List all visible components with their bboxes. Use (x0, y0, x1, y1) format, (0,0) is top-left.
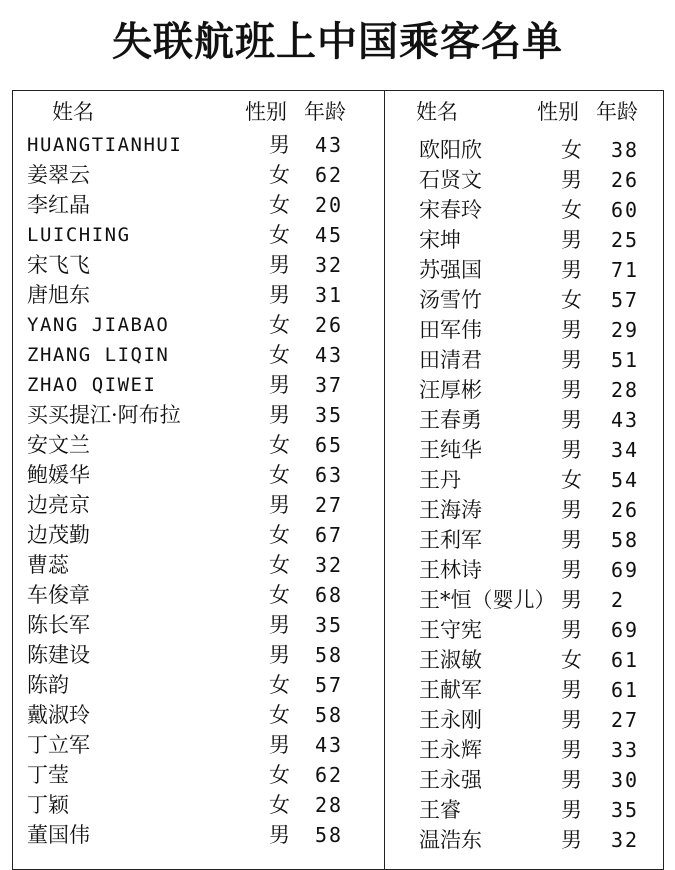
passenger-sex: 男 (561, 708, 582, 732)
passenger-age: 69 (611, 558, 640, 582)
passenger-sex: 女 (269, 673, 290, 697)
passenger-sex: 男 (269, 733, 290, 757)
passenger-row (419, 195, 675, 225)
passenger-age: 32 (315, 253, 344, 277)
passenger-name: YANG JIABAO (27, 314, 170, 336)
passenger-age: 69 (611, 618, 640, 642)
passenger-row (419, 795, 675, 825)
passenger-name: LUICHING (27, 224, 131, 246)
passenger-row (27, 310, 377, 340)
passenger-name: 戴淑玲 (27, 703, 90, 727)
passenger-age: 35 (315, 613, 344, 637)
passenger-row (419, 585, 675, 615)
passenger-row (419, 375, 675, 405)
passenger-sex: 女 (269, 223, 290, 247)
passenger-sex: 女 (269, 703, 290, 727)
passenger-sex: 女 (269, 553, 290, 577)
passenger-name: 唐旭东 (27, 283, 90, 307)
passenger-row (27, 400, 377, 430)
passenger-name: 陈长军 (27, 613, 90, 637)
passenger-age: 28 (315, 793, 344, 817)
passenger-age: 35 (315, 403, 344, 427)
right-header-age: 年龄 (596, 100, 638, 124)
passenger-row (419, 285, 675, 315)
passenger-age: 32 (315, 553, 344, 577)
left-header-name: 姓名 (52, 100, 94, 124)
passenger-age: 45 (315, 223, 344, 247)
passenger-row (27, 190, 377, 220)
passenger-age: 30 (611, 768, 640, 792)
passenger-age: 26 (611, 498, 640, 522)
passenger-row (419, 405, 675, 435)
passenger-name: 王*恒（婴儿） (419, 588, 556, 612)
passenger-row (27, 640, 377, 670)
passenger-age: 57 (611, 288, 640, 312)
passenger-age: 27 (611, 708, 640, 732)
passenger-name: 车俊章 (27, 583, 90, 607)
passenger-row (419, 135, 675, 165)
passenger-sex: 男 (561, 618, 582, 642)
passenger-row (419, 345, 675, 375)
passenger-age: 62 (315, 163, 344, 187)
passenger-name: 石贤文 (419, 168, 482, 192)
passenger-name: 欧阳欣 (419, 138, 482, 162)
passenger-row (27, 340, 377, 370)
passenger-name: 宋坤 (419, 228, 461, 252)
passenger-name: 苏强国 (419, 258, 482, 282)
passenger-row (419, 825, 675, 855)
passenger-sex: 女 (269, 793, 290, 817)
right-header-name: 姓名 (416, 100, 458, 124)
passenger-sex: 男 (561, 498, 582, 522)
passenger-name: 宋春玲 (419, 198, 482, 222)
passenger-name: 王永刚 (419, 708, 482, 732)
passenger-row (419, 705, 675, 735)
passenger-age: 20 (315, 193, 344, 217)
passenger-sex: 女 (269, 343, 290, 367)
passenger-name: 王林诗 (419, 558, 482, 582)
passenger-sex: 男 (269, 253, 290, 277)
passenger-sex: 男 (561, 228, 582, 252)
passenger-name: 安文兰 (27, 433, 90, 457)
passenger-row (27, 280, 377, 310)
passenger-row (27, 520, 377, 550)
passenger-row (27, 790, 377, 820)
passenger-sex: 男 (561, 738, 582, 762)
passenger-sex: 女 (561, 198, 582, 222)
passenger-row (27, 610, 377, 640)
passenger-name: 鲍媛华 (27, 463, 90, 487)
left-header-age: 年龄 (304, 100, 346, 124)
passenger-name: 陈韵 (27, 673, 69, 697)
passenger-name: ZHAO QIWEI (27, 374, 157, 396)
passenger-sex: 男 (561, 408, 582, 432)
passenger-age: 32 (611, 828, 640, 852)
passenger-age: 60 (611, 198, 640, 222)
passenger-age: 62 (315, 763, 344, 787)
passenger-row (27, 820, 377, 850)
passenger-row (27, 250, 377, 280)
passenger-sex: 男 (561, 528, 582, 552)
passenger-name: 王春勇 (419, 408, 482, 432)
passenger-age: 26 (315, 313, 344, 337)
passenger-sex: 女 (269, 193, 290, 217)
passenger-age: 34 (611, 438, 640, 462)
passenger-name: 王丹 (419, 468, 461, 492)
passenger-name: 王纯华 (419, 438, 482, 462)
passenger-sex: 男 (269, 403, 290, 427)
passenger-age: 51 (611, 348, 640, 372)
passenger-name: 田清君 (419, 348, 482, 372)
passenger-sex: 女 (269, 763, 290, 787)
passenger-age: 25 (611, 228, 640, 252)
passenger-sex: 男 (561, 318, 582, 342)
passenger-sex: 女 (561, 288, 582, 312)
passenger-name: 曹蕊 (27, 553, 69, 577)
passenger-age: 63 (315, 463, 344, 487)
passenger-sex: 男 (561, 678, 582, 702)
passenger-age: 35 (611, 798, 640, 822)
passenger-name: 陈建设 (27, 643, 90, 667)
passenger-row (419, 255, 675, 285)
passenger-age: 28 (611, 378, 640, 402)
passenger-name: 姜翠云 (27, 163, 90, 187)
passenger-age: 33 (611, 738, 640, 762)
passenger-row (27, 220, 377, 250)
passenger-sex: 男 (561, 768, 582, 792)
passenger-name: 田军伟 (419, 318, 482, 342)
passenger-sex: 男 (561, 168, 582, 192)
passenger-row (419, 675, 675, 705)
passenger-name: 王海涛 (419, 498, 482, 522)
passenger-row (27, 130, 377, 160)
passenger-sex: 男 (269, 643, 290, 667)
passenger-row (27, 460, 377, 490)
passenger-age: 67 (315, 523, 344, 547)
passenger-name: 丁颖 (27, 793, 69, 817)
passenger-row (27, 700, 377, 730)
passenger-age: 26 (611, 168, 640, 192)
passenger-name: 温浩东 (419, 828, 482, 852)
page-title: 失联航班上中国乘客名单 (112, 19, 563, 65)
passenger-name: 买买提江·阿布拉 (27, 403, 181, 427)
passenger-sex: 女 (269, 163, 290, 187)
passenger-age: 29 (611, 318, 640, 342)
passenger-name: 边茂勤 (27, 523, 90, 547)
passenger-age: 43 (315, 133, 344, 157)
passenger-row (27, 490, 377, 520)
passenger-sex: 男 (561, 558, 582, 582)
passenger-sex: 男 (561, 798, 582, 822)
passenger-name: 王利军 (419, 528, 482, 552)
passenger-row (27, 370, 377, 400)
passenger-sex: 女 (561, 648, 582, 672)
passenger-age: 27 (315, 493, 344, 517)
passenger-sex: 女 (269, 313, 290, 337)
passenger-name: HUANGTIANHUI (27, 134, 183, 156)
passenger-name: 董国伟 (27, 823, 90, 847)
passenger-sex: 女 (269, 583, 290, 607)
passenger-sex: 男 (561, 348, 582, 372)
passenger-sex: 男 (269, 823, 290, 847)
passenger-age: 61 (611, 678, 640, 702)
passenger-name: 王睿 (419, 798, 461, 822)
passenger-row (419, 555, 675, 585)
passenger-name: 王永强 (419, 768, 482, 792)
passenger-age: 58 (611, 528, 640, 552)
column-divider (384, 90, 385, 870)
passenger-row (419, 315, 675, 345)
passenger-age: 38 (611, 138, 640, 162)
passenger-sex: 男 (561, 588, 582, 612)
passenger-age: 57 (315, 673, 344, 697)
passenger-age: 71 (611, 258, 640, 282)
passenger-age: 37 (315, 373, 344, 397)
passenger-name: 李红晶 (27, 193, 90, 217)
passenger-name: 王献军 (419, 678, 482, 702)
passenger-sex: 男 (269, 493, 290, 517)
passenger-sex: 女 (561, 468, 582, 492)
passenger-row (27, 670, 377, 700)
passenger-name: 汪厚彬 (419, 378, 482, 402)
passenger-sex: 男 (269, 373, 290, 397)
passenger-sex: 男 (561, 828, 582, 852)
passenger-row (419, 435, 675, 465)
passenger-name: 丁莹 (27, 763, 69, 787)
passenger-age: 68 (315, 583, 344, 607)
passenger-row (27, 580, 377, 610)
passenger-name: 边亮京 (27, 493, 90, 517)
passenger-row (419, 765, 675, 795)
passenger-age: 43 (611, 408, 640, 432)
passenger-sex: 男 (561, 378, 582, 402)
passenger-sex: 男 (561, 258, 582, 282)
passenger-sex: 男 (269, 283, 290, 307)
passenger-row (419, 225, 675, 255)
passenger-row (419, 165, 675, 195)
passenger-sex: 男 (561, 438, 582, 462)
passenger-name: 王淑敏 (419, 648, 482, 672)
passenger-name: 王守宪 (419, 618, 482, 642)
passenger-age: 61 (611, 648, 640, 672)
passenger-sex: 女 (561, 138, 582, 162)
passenger-age: 2 (611, 588, 626, 612)
passenger-row (27, 760, 377, 790)
passenger-row (419, 645, 675, 675)
passenger-row (27, 160, 377, 190)
passenger-row (419, 495, 675, 525)
right-header-sex: 性别 (537, 100, 579, 124)
passenger-name: 丁立军 (27, 733, 90, 757)
passenger-sex: 女 (269, 523, 290, 547)
passenger-sex: 女 (269, 463, 290, 487)
passenger-name: 汤雪竹 (419, 288, 482, 312)
passenger-age: 58 (315, 703, 344, 727)
passenger-row (419, 615, 675, 645)
passenger-sex: 男 (269, 613, 290, 637)
passenger-row (27, 430, 377, 460)
passenger-age: 58 (315, 823, 344, 847)
passenger-age: 43 (315, 343, 344, 367)
left-header-sex: 性别 (245, 100, 287, 124)
passenger-name: 宋飞飞 (27, 253, 90, 277)
passenger-name: ZHANG LIQIN (27, 344, 170, 366)
passenger-row (419, 735, 675, 765)
passenger-age: 65 (315, 433, 344, 457)
passenger-age: 43 (315, 733, 344, 757)
passenger-sex: 男 (269, 133, 290, 157)
passenger-name: 王永辉 (419, 738, 482, 762)
passenger-age: 58 (315, 643, 344, 667)
passenger-sex: 女 (269, 433, 290, 457)
passenger-row (27, 730, 377, 760)
passenger-row (419, 465, 675, 495)
passenger-age: 31 (315, 283, 344, 307)
passenger-row (27, 550, 377, 580)
passenger-age: 54 (611, 468, 640, 492)
passenger-row (419, 525, 675, 555)
